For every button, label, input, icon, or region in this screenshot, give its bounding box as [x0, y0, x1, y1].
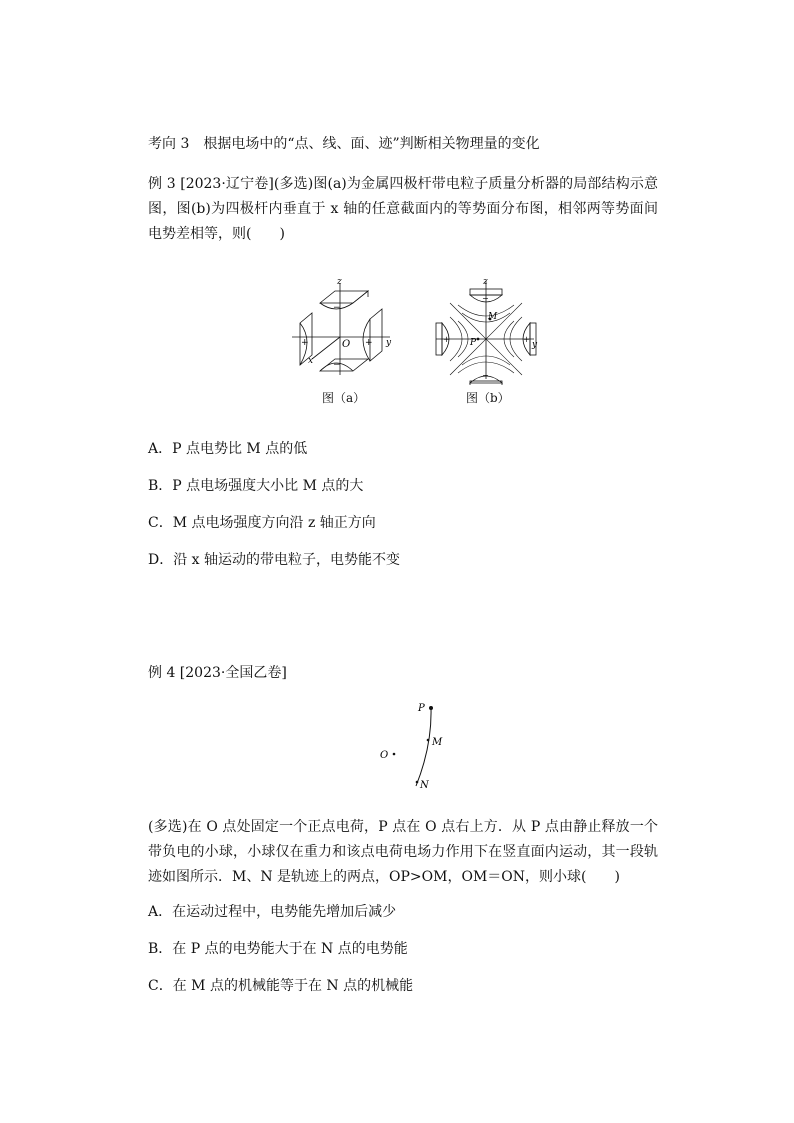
example3-option-d: D．沿 x 轴运动的带电粒子，电势能不变 — [148, 552, 401, 568]
figure-b-m-label: M — [488, 312, 498, 322]
example3-stem: 例 3 [2023·辽宁卷](多选)图(a)为金属四极杆带电粒子质量分析器的局部结构示意图，图(b)为四极杆内垂直于 x 轴的任意截面内的等势面分布图，相邻两等势面间电势差相等，则( ) — [148, 176, 658, 242]
example4-m-label: M — [432, 737, 443, 748]
figure-a-z-label: z — [337, 277, 342, 287]
figure-a-plus-right: + — [365, 338, 373, 348]
figure-b-p-label: P — [470, 338, 477, 348]
figure-a-plus-left: + — [301, 338, 309, 348]
figure-a-y-label: y — [386, 338, 392, 348]
figure-a-quadrupole-structure — [290, 275, 410, 385]
figure-a-caption: 图（a） — [322, 391, 366, 405]
figure-b-plus-right: + — [523, 335, 530, 344]
figure-a-minus-top: − — [333, 303, 341, 313]
example4-trajectory-figure — [370, 698, 460, 798]
example4-option-a: A．在运动过程中，电势能先增加后减少 — [148, 904, 397, 920]
section-heading: 考向 3 根据电场中的“点、线、面、迹”判断相关物理量的变化 — [148, 136, 540, 152]
figure-b-plus-left: + — [443, 335, 450, 344]
example4-p-label: P — [418, 703, 425, 714]
figure-a-x-label: x — [308, 356, 314, 366]
figure-b-minus-bottom: − — [482, 371, 489, 380]
example3-option-a: A．P 点电势比 M 点的低 — [148, 441, 308, 457]
figure-b-caption: 图（b） — [466, 391, 510, 405]
figure-b-minus-top: − — [482, 294, 489, 303]
example4-stem: (多选)在 O 点处固定一个正点电荷，P 点在 O 点右上方．从 P 点由静止释放一个带负电的小球，小球仅在重力和该点电荷电场力作用下在竖直面内运动，其一段轨迹如图所示．M、N 是轨迹上的两点，OP>OM，OM＝ON，则小球( ) — [148, 819, 658, 885]
example4-o-label: O — [380, 750, 389, 761]
figure-b-z-label: z — [483, 277, 488, 287]
example4-n-label: N — [420, 780, 429, 791]
example3-option-b: B．P 点电场强度大小比 M 点的大 — [148, 478, 364, 494]
example4-option-b: B．在 P 点的电势能大于在 N 点的电势能 — [148, 941, 408, 957]
example4-label: 例 4 [2023·全国乙卷] — [148, 665, 287, 681]
figure-b-equipotential-map — [430, 275, 545, 385]
figure-a-minus-bottom: − — [333, 360, 341, 370]
figure-a-origin-label: O — [342, 339, 351, 350]
example3-option-c: C．M 点电场强度方向沿 z 轴正方向 — [148, 515, 376, 531]
example4-option-c: C．在 M 点的机械能等于在 N 点的机械能 — [148, 978, 414, 994]
figure-b-y-label: y — [532, 340, 538, 350]
